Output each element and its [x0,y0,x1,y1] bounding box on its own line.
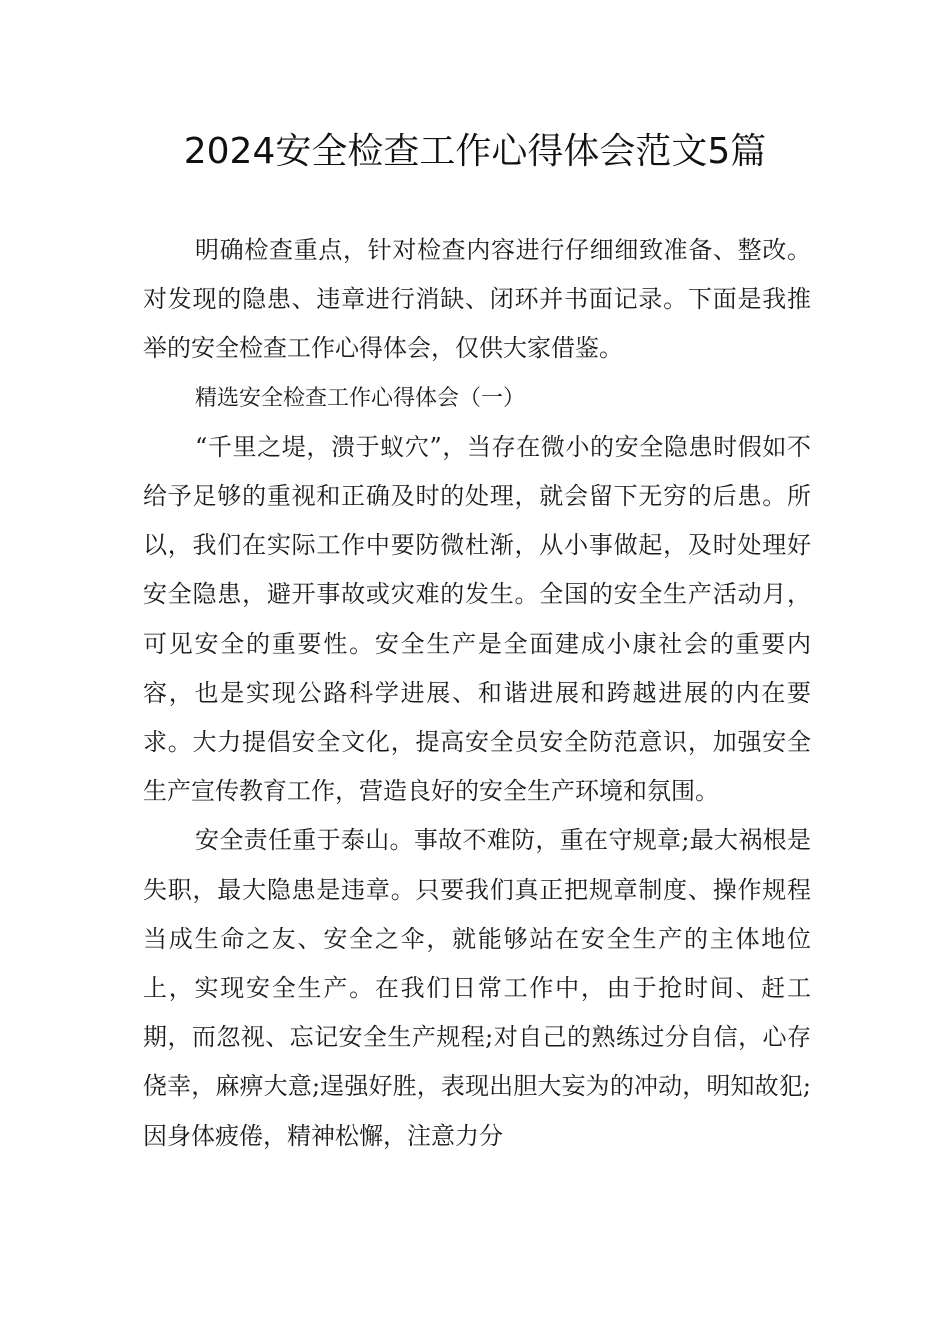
document-body [143,226,811,1161]
body-paragraph-2: 安全责任重于泰山。事故不难防，重在守规章;最大祸根是失职，最大隐患是违章。只要我们真正把规章制度、操作规程当成生命之友、安全之伞，就能够站在安全生产的主体地位上，实现安全生产。在我们日常工作中，由于抢时间、赶工期，而忽视、忘记安全生产规程;对自己的熟练过分自信，心存侥幸，麻痹大意;逞强好胜，表现出胆大妄为的冲动，明知故犯;因身体疲倦，精神松懈，注意力分 [143,826,811,1150]
section-heading: 精选安全检查工作心得体会（一） [195,385,526,411]
document-title: 2024安全检查工作心得体会范文5篇 [183,131,767,172]
body-paragraph-1: “千里之堤，溃于蚁穴”，当存在微小的安全隐患时假如不给予足够的重视和正确及时的处理，就会留下无穷的后患。所以，我们在实际工作中要防微杜渐，从小事做起，及时处理好安全隐患，避开事故或灾难的发生。全国的安全生产活动月，可见安全的重要性。安全生产是全面建成小康社会的重要内容，也是实现公路科学进展、和谐进展和跨越进展的内在要求。大力提倡安全文化，提高安全员安全防范意识，加强安全生产宣传教育工作，营造良好的安全生产环境和氛围。 [143,432,811,806]
intro-paragraph: 明确检查重点，针对检查内容进行仔细细致准备、整改。对发现的隐患、违章进行消缺、闭环并书面记录。下面是我推举的安全检查工作心得体会，仅供大家借鉴。 [143,236,811,363]
